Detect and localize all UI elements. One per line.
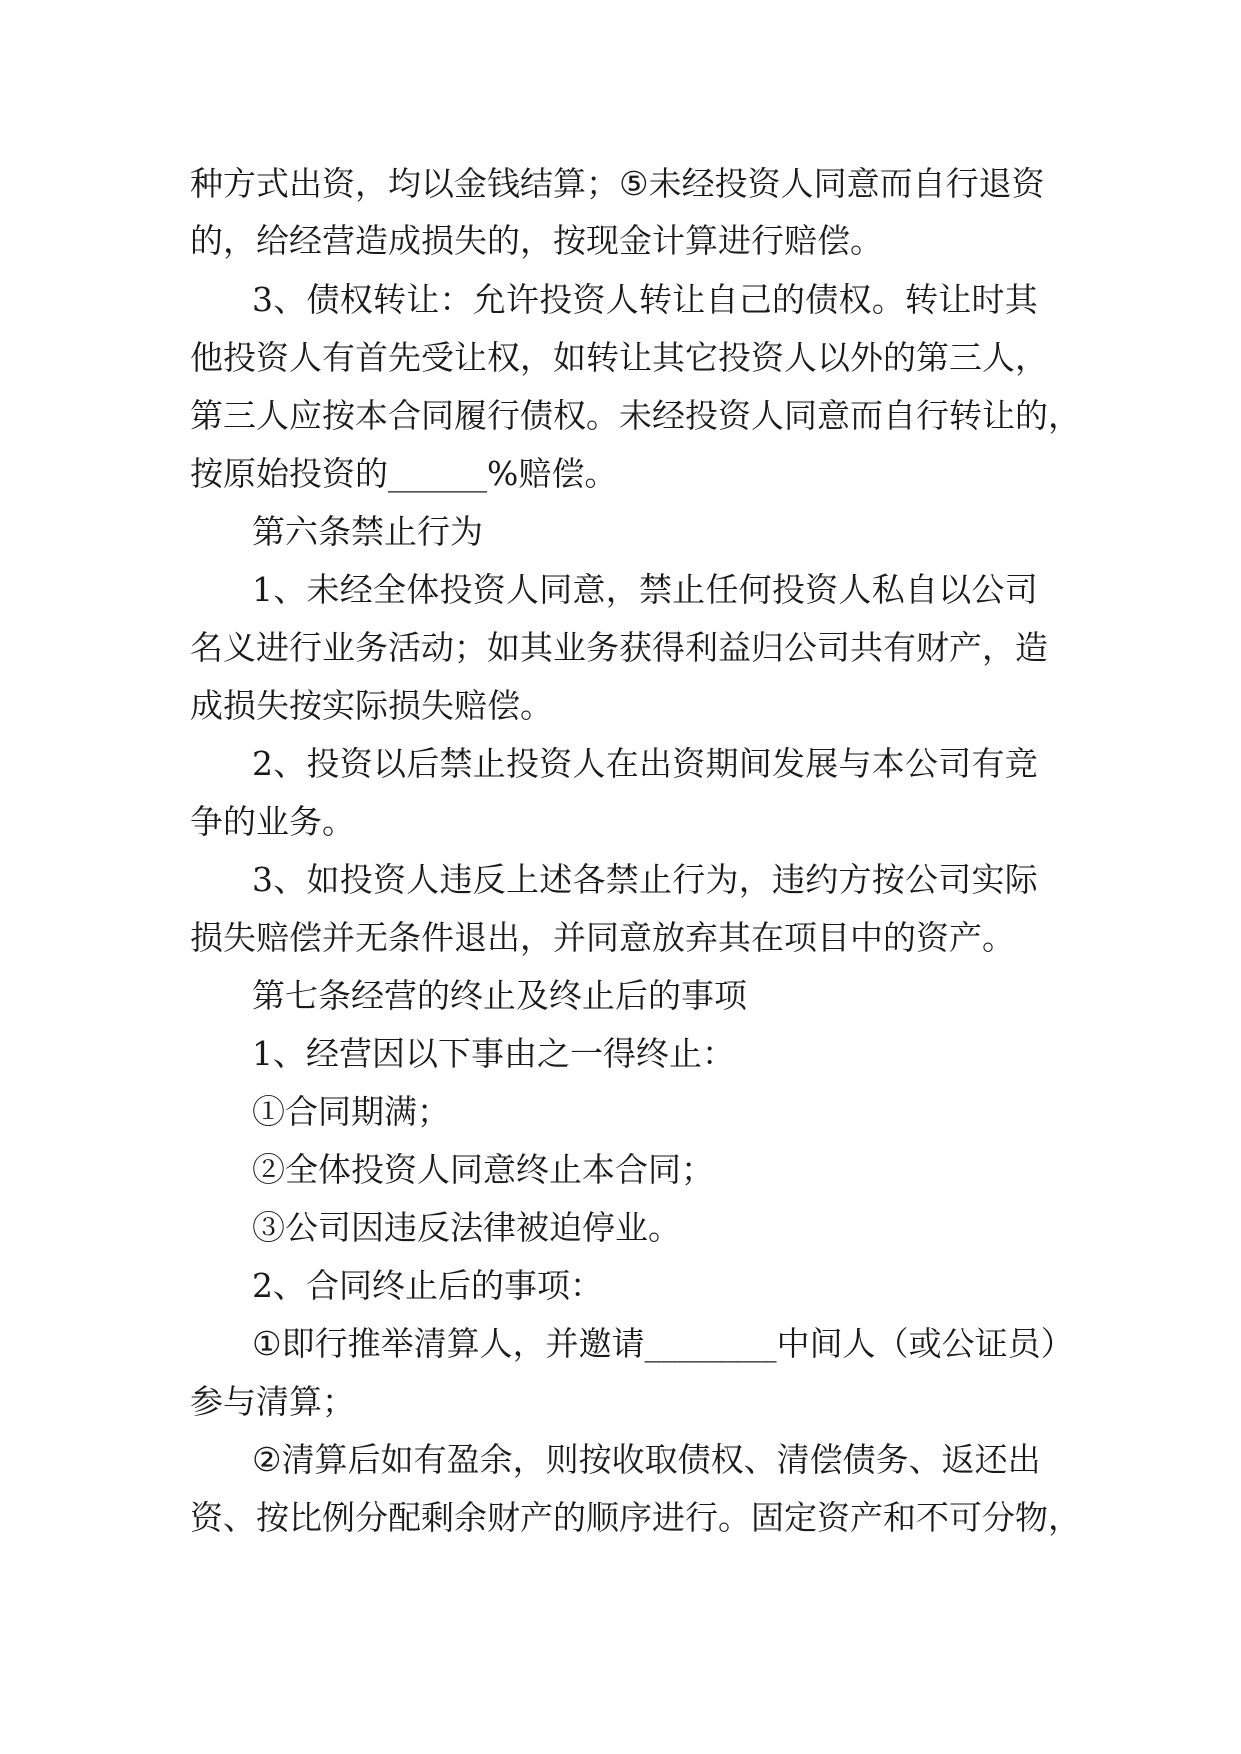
text-line-10: 成损失按实际损失赔偿。 <box>190 686 553 725</box>
text-line-18: ②全体投资人同意终止本合同； <box>252 1150 714 1189</box>
text-line-8: 1 、 未 经 全 体 投 资 人 同 意 ， 禁 止 任 何 投 资 人 私 自 以 公 司 <box>252 570 1038 609</box>
section-heading-6: 第六条禁止行为 <box>252 512 483 551</box>
text-line-6: 按原始投资的______%赔偿。 <box>190 454 618 493</box>
section-heading-7: 第七条经营的终止及终止后的事项 <box>252 976 747 1015</box>
text-line-13: 3 、 如 投 资 人 违 反 上 述 各 禁 止 行 为 ， 违 约 方 按 公 司 实 际 <box>252 860 1038 899</box>
text-line-11: 2 、 投 资 以 后 禁 止 投 资 人 在 出 资 期 间 发 展 与 本 公 司 有 竞 <box>252 744 1038 783</box>
text-line-22: 参与清算； <box>190 1382 355 1421</box>
text-line-12: 争的业务。 <box>190 802 355 841</box>
text-line-5: 第 三 人 应 按 本 合 同 履 行 债 权 。 未 经 投 资 人 同 意 而 自 行 转 让 的 ， <box>190 396 1081 435</box>
text-line-24: 资 、 按 比 例 分 配 剩 余 财 产 的 顺 序 进 行 。 固 定 资 产 和 不 可 分 物 ， <box>190 1498 1081 1537</box>
text-line-23: ② 清 算 后 如 有 盈 余 ， 则 按 收 取 债 权 、 清 偿 债 务 、 返 还 出 <box>252 1440 1041 1479</box>
text-line-17: ①合同期满； <box>252 1092 450 1131</box>
text-line-9: 名 义 进 行 业 务 活 动 ； 如 其 业 务 获 得 利 益 归 公 司 共 有 财 产 ， 造 <box>190 628 1048 667</box>
text-line-20: 2、合同终止后的事项： <box>252 1266 603 1305</box>
text-line-4: 他 投 资 人 有 首 先 受 让 权 ， 如 转 让 其 它 投 资 人 以 外 的 第 三 人 ， <box>190 338 1048 377</box>
text-line-3: 3 、 债 权 转 让 ： 允 许 投 资 人 转 让 自 己 的 债 权 。 转 让 时 其 <box>252 280 1038 319</box>
text-line-16: 1、经营因以下事由之一得终止： <box>252 1034 735 1073</box>
text-line-19: ③公司因违反法律被迫停业。 <box>252 1208 681 1247</box>
text-line-21: ① 即 行 推 举 清 算 人 ， 并 邀 请 _ _ _ _ _ _ _ _ 中 间 人 （ 或 公 证 员 ） <box>252 1324 1074 1363</box>
text-line-2: 的，给经营造成损失的，按现金计算进行赔偿。 <box>190 221 883 260</box>
text-line-1: 种 方 式 出 资 ， 均 以 金 钱 结 算 ； ⑤ 未 经 投 资 人 同 意 而 自 行 退 资 <box>190 164 1045 203</box>
text-line-14: 损失赔偿并无条件退出，并同意放弃其在项目中的资产。 <box>190 918 1015 957</box>
